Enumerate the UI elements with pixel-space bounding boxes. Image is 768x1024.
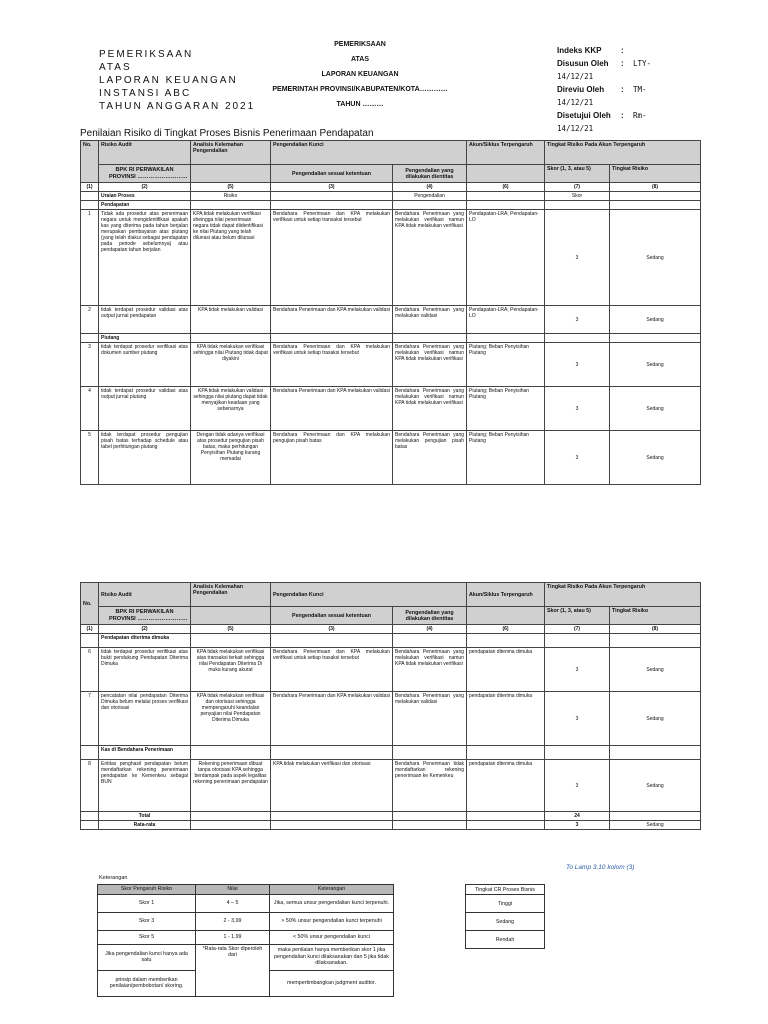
header-center-line: ATAS: [350, 56, 370, 63]
table-row: [81, 692, 701, 746]
header-center-line: LAPORAN KEUANGAN: [321, 71, 399, 78]
total-label: Total: [99, 812, 191, 821]
ket-nilai: 1 - 1,99: [196, 930, 270, 944]
header-left-line: TAHUN ANGGARAN 2021: [99, 101, 256, 112]
average-row: [81, 821, 701, 830]
col-num: (3): [271, 625, 393, 634]
col-num: (5): [191, 625, 271, 634]
row-tingkat: Sedang: [610, 306, 701, 334]
uraian-skor: Skor: [545, 192, 610, 201]
row-identitas: Bendahara Penerimaan yang melakukan verifikasi namun KPA tidak melakukan verifikasi: [393, 387, 467, 431]
header-left-line: PEMERIKSAAN: [99, 49, 194, 60]
row-sesuai: Bendahara Penerimaan dan KPA melakukan verifikasi untuk setiap transaksi tersebut: [271, 210, 393, 306]
row-identitas: Bendahara Penerimaan yang melakukan pengujian pisah batas: [393, 431, 467, 485]
row-identitas: Bendahara Penerimaan tidak mendaftarkan rekening penerimaan ke Kemenkeu: [393, 760, 467, 812]
col-num: (8): [610, 625, 701, 634]
document-title: Penilaian Risiko di Tingkat Proses Bisnis Penerimaan Pendapatan: [80, 128, 374, 139]
ket-note: mempertimbangkan judgment auditor.: [270, 970, 394, 996]
row-sesuai: Bendahara Penerimaan dan KPA melakukan verifikasi untuk setiap trasaksi tersebut: [271, 343, 393, 387]
header-center-line: PEMERIKSAAN: [334, 41, 386, 48]
header-left-line: INSTANSI ABC: [99, 88, 192, 99]
header-tingkat: Tingkat Risiko Pada Akun Terpengaruh: [545, 583, 701, 607]
row-analisis: KPA tidak melakukan validasi: [191, 306, 271, 334]
row-no: 2: [81, 306, 99, 334]
row-akun: pendapatan diterima dimuka: [467, 692, 545, 746]
ket-header: Skor Pengaruh Risiko: [98, 885, 196, 895]
header-tingkat-risiko: Tingkat Risiko: [610, 607, 701, 625]
ket-desc: Jika, semua unsur pengendalian kunci terpenuhi.: [270, 894, 394, 912]
header-tingkat: Tingkat Risiko Pada Akun Terpengaruh: [545, 141, 701, 165]
bpk-cell: [99, 165, 191, 183]
empty-cell: [271, 192, 393, 201]
header-risiko: Risiko Audit: [99, 583, 191, 607]
row-risk: tidak terdapat prosedur validasi atas output jurnal pendapatan: [99, 306, 191, 334]
average-value: 3: [545, 821, 610, 830]
row-akun: pendapatan diterima dimuka: [467, 648, 545, 692]
indeks-value: [633, 44, 707, 57]
average-label: Rata-rata: [99, 821, 191, 830]
header-no: No.: [81, 141, 99, 183]
row-analisis: Rekening penerimaan dibuat tanpa otorisasi KPA sehingga berdampak pada aspek legalitas rekening penerimaan pendapatan: [191, 760, 271, 812]
section-label: Kas di Bendahara Penerimaan: [99, 746, 191, 760]
row-analisis: KPA tidak melakukan validasi sehingga nilai piutang dapat tidak menyajikan keadaan yang sebenarnya: [191, 387, 271, 431]
row-identitas: Bendahara Penerimaan yang melakukan verifikasi namun KPA tidak melakukan verifikasi: [393, 648, 467, 692]
row-analisis: KPA tidak melakukan verifikasi sheingga nilai penerimaan negara tidak dapat diidentifikasi ke nilai Piutang yang telah dilunasi atau belum dilunasi: [191, 210, 271, 306]
ket-header: Keterangan: [270, 885, 394, 895]
keterangan-label: Keterangan: [99, 875, 128, 881]
to-lamp-note: To Lamp 3.10 kolom (3): [566, 864, 635, 871]
header-risiko: Risiko Audit: [99, 141, 191, 165]
tcr-level: Rendah: [466, 931, 545, 949]
header-center: [255, 37, 465, 112]
tcr-level: Tinggi: [466, 895, 545, 913]
header-skor: Skor (1, 3, atau 5): [545, 165, 610, 183]
row-sesuai: Bendahara Penerimaan dan KPA melakukan validasi: [271, 387, 393, 431]
row-skor: 3: [545, 648, 610, 692]
indeks-label: Indeks KKP: [557, 46, 602, 55]
row-sesuai: Bendahara Penerimaan dan KPA melakukan validasi: [271, 306, 393, 334]
header-empty: [191, 165, 271, 183]
col-num: (1): [81, 625, 99, 634]
col-num: (1): [81, 183, 99, 192]
provinsi-label: PROVINSI ………………………: [109, 174, 188, 180]
col-num: (7): [545, 183, 610, 192]
row-skor: 3: [545, 343, 610, 387]
header-skor: Skor (1, 3, atau 5): [545, 607, 610, 625]
col-num: (7): [545, 625, 610, 634]
table-row: [81, 210, 701, 306]
row-risk: tidak terdapat prosedur pengujian pisah batas terhadap schedule atau tabel perhitungan piutang: [99, 431, 191, 485]
header-left-line: ATAS: [99, 62, 132, 73]
table-row: [81, 343, 701, 387]
col-num: (2): [99, 183, 191, 192]
empty-cell: [467, 192, 545, 201]
row-no: 4: [81, 387, 99, 431]
ket-skor: Skor 1: [98, 894, 196, 912]
row-identitas: Bendahara Penerimaan yang melakukan validasi: [393, 306, 467, 334]
keterangan-table: [97, 884, 394, 997]
row-identitas: Bendahara Penerimaan yang melakukan verifikasi namun KPA tidak melakukan verifikasi: [393, 210, 467, 306]
direviu-value: TM-: [633, 85, 647, 94]
col-num: (6): [467, 183, 545, 192]
header-sesuai: Pengendalian sesuai ketentuan: [271, 607, 393, 625]
row-no: 1: [81, 210, 99, 306]
colon: :: [621, 111, 624, 120]
provinsi-label: PROVINSI ………………………: [109, 616, 188, 622]
ket-note: prinsip dalam memberikan penilaian/pembobotan/ skoring.: [98, 970, 196, 996]
row-analisis: Dengan tidak adanya verifikasi atas prosedur pengujian pisah batas, maka perhitungan Penyisihan Piutang kurang memadai: [191, 431, 271, 485]
direviu-label: Direviu Oleh: [557, 85, 605, 94]
total-value: 24: [545, 812, 610, 821]
ket-note: *Rata-rata Skor diperoleh dari: [196, 944, 270, 996]
empty-cell: [81, 192, 99, 201]
header-analisis: Analisis Kelemahan Pengendalian: [191, 141, 271, 165]
header-empty: [467, 165, 545, 183]
col-num: (4): [393, 625, 467, 634]
row-risk: tidak terdapat prosedur verifikasi atas bukti pendukung Pendapatan Diterima Dimuka: [99, 648, 191, 692]
header-sesuai: Pengendalian sesuai ketentuan: [271, 165, 393, 183]
section-label: Pendapatan diterima dimuka: [99, 634, 191, 648]
row-no: 5: [81, 431, 99, 485]
uraian-risiko: Risiko: [191, 192, 271, 201]
row-skor: 3: [545, 306, 610, 334]
tcr-level: Sedang: [466, 913, 545, 931]
empty-cell: [610, 192, 701, 201]
row-tingkat: Sedang: [610, 431, 701, 485]
disetujui-date: 14/12/21: [557, 124, 594, 133]
row-no: 6: [81, 648, 99, 692]
header-identitas: Pengendalian yang dilakukan dientitas: [393, 607, 467, 625]
row-identitas: Bendahara Penerimaan yang melakukan validasi: [393, 692, 467, 746]
header-left: [99, 48, 255, 113]
row-tingkat: Sedang: [610, 387, 701, 431]
header-empty: [467, 607, 545, 625]
row-akun: Piutang; Beban Penyisihan Piutang: [467, 343, 545, 387]
row-analisis: KPA tidak melakukan verifikasi dan otorisasi sehingga mempengaruhi keandalan penyajian nilai Pendapatan Diterima Dimuka: [191, 692, 271, 746]
header-no: No.: [81, 583, 99, 625]
header-right-meta: [557, 44, 707, 135]
header-analisis: Analisis Kelemahan Pengendalian: [191, 583, 271, 607]
row-sesuai: Bendahara Penerimaan dan KPA melakukan validasi: [271, 692, 393, 746]
section-label: Pendapatan: [99, 201, 191, 210]
col-num: (5): [191, 183, 271, 192]
colon: :: [621, 46, 624, 55]
row-no: 3: [81, 343, 99, 387]
tingkat-cr-table: [465, 884, 545, 949]
row-identitas: Bendahara Penerimaan yang melakukan verifikasi namun KPA tidak melakukan verifikasi: [393, 343, 467, 387]
row-sesuai: Bendahara Penerimaan dan KPA melakukan pengujian pisah batas: [271, 431, 393, 485]
risk-table-2: [80, 582, 701, 830]
header-akun: Akun/Siklus Terpengaruh: [467, 583, 545, 607]
ket-skor: Skor 5: [98, 930, 196, 944]
header-pengendalian: Pengendalian Kunci: [271, 141, 467, 165]
row-skor: 3: [545, 431, 610, 485]
row-tingkat: Sedang: [610, 760, 701, 812]
disetujui-label: Disetujui Oleh: [557, 111, 611, 120]
row-risk: Tidak ada prosedur atas penerimaan negara untuk mengidentifikasi apakah kas yang diterima pada tahun berjalan merupakan pembayaran atas piutang (yang telah diakui sebagai pendapatan pada periode sebelumnya) atau pendapatan tahun berjalan: [99, 210, 191, 306]
ket-skor: Skor 3: [98, 912, 196, 930]
row-akun: Piutang; Beban Penyisihan Piutang: [467, 431, 545, 485]
row-tingkat: Sedang: [610, 343, 701, 387]
row-akun: Piutang; Beban Penyisihan Piutang: [467, 387, 545, 431]
total-row: [81, 812, 701, 821]
row-tingkat: Sedang: [610, 648, 701, 692]
header-identitas: Pengendalian yang dilakukan dientitas: [393, 165, 467, 183]
table-row: [81, 306, 701, 334]
colon: :: [621, 85, 624, 94]
row-risk: tidak terdapat prosedur verifikasi atas dokumen sumber piutang: [99, 343, 191, 387]
row-akun: Pendapatan-LRA; Pendapatan-LO: [467, 210, 545, 306]
tcr-header: Tingkat CR Proses Bisnis: [466, 885, 545, 895]
header-tingkat-risiko: Tingkat Risiko: [610, 165, 701, 183]
ket-nilai: 2 - 3,99: [196, 912, 270, 930]
col-num: (8): [610, 183, 701, 192]
row-no: 7: [81, 692, 99, 746]
ket-nilai: 4 – 5: [196, 894, 270, 912]
row-no: 8: [81, 760, 99, 812]
header-akun: Akun/Siklus Terpengaruh: [467, 141, 545, 165]
disusun-date: 14/12/21: [557, 72, 594, 81]
col-num: (3): [271, 183, 393, 192]
section-label: Piutang: [99, 334, 191, 343]
header-pengendalian: Pengendalian Kunci: [271, 583, 467, 607]
uraian-proses: Uraian Proses: [99, 192, 191, 201]
header-center-line: PEMERINTAH PROVINSI/KABUPATEN/KOTA…………: [272, 86, 448, 93]
row-sesuai: KPA tidak melakukan verifikasi dan otorisasi: [271, 760, 393, 812]
table-row: [81, 431, 701, 485]
row-analisis: KPA tidak melakukan verifikasi sehingga nilai Piutang tidak dapat diyakini: [191, 343, 271, 387]
direviu-date: 14/12/21: [557, 98, 594, 107]
bpk-cell: [99, 607, 191, 625]
table-row: [81, 648, 701, 692]
col-num: (6): [467, 625, 545, 634]
row-risk: tidak terdapat prosedur validasi atas output jurnal piutang: [99, 387, 191, 431]
col-num: (4): [393, 183, 467, 192]
row-analisis: KPA tidak melakukan verifikasi atas transaksi terkait sehingga nilai Pendapatan Diterima Di muka kurang akurat: [191, 648, 271, 692]
row-tingkat: Sedang: [610, 692, 701, 746]
header-empty: [191, 607, 271, 625]
row-risk: Entitas penghasil pendapatan belum mendaftarkan rekening penerimaan pendapatan ke Kemenkeu sebagai BUN: [99, 760, 191, 812]
row-tingkat: Sedang: [610, 210, 701, 306]
disusun-label: Disusun Oleh: [557, 59, 609, 68]
row-skor: 3: [545, 210, 610, 306]
disetujui-value: Rm-: [633, 111, 647, 120]
colon: :: [621, 59, 624, 68]
bpk-label: BPK RI PERWAKILAN: [115, 609, 174, 615]
risk-table-1: [80, 140, 701, 485]
uraian-pengendalian: Pengendalian: [393, 192, 467, 201]
row-skor: 3: [545, 760, 610, 812]
ket-note: Jika pengendalian kunci hanya ada satu: [98, 944, 196, 970]
header-center-line: TAHUN ………: [336, 101, 384, 108]
col-num: (2): [99, 625, 191, 634]
table-row: [81, 387, 701, 431]
row-sesuai: Bendahara Penerimaan dan KPA melakukan verifikasi untuk setiap trasaksi tersebut: [271, 648, 393, 692]
ket-header: Nilai: [196, 885, 270, 895]
row-akun: pendapatan diterima dimuka: [467, 760, 545, 812]
row-skor: 3: [545, 387, 610, 431]
ket-desc: > 50% unsur pengendalian kunci terpenuhi: [270, 912, 394, 930]
average-level: Sedang: [610, 821, 701, 830]
ket-desc: < 50% unsur pengendalian kunci: [270, 930, 394, 944]
bpk-label: BPK RI PERWAKILAN: [115, 167, 174, 173]
row-risk: pencatatan nilai pendapatan Diterima Dimuka belum melalui proses verifikasi dan otorisasi: [99, 692, 191, 746]
row-akun: Pendapatan-LRA; Pendapatan-LO: [467, 306, 545, 334]
disusun-value: LTY-: [633, 59, 652, 68]
ket-note: maka penilaian hanya memberikan skor 1 jika pengendalian kunci dilaksanakan dan 5 jika tidak dilaksanakan.: [270, 944, 394, 970]
table-row: [81, 760, 701, 812]
row-skor: 3: [545, 692, 610, 746]
header-left-line: LAPORAN KEUANGAN: [99, 75, 238, 86]
